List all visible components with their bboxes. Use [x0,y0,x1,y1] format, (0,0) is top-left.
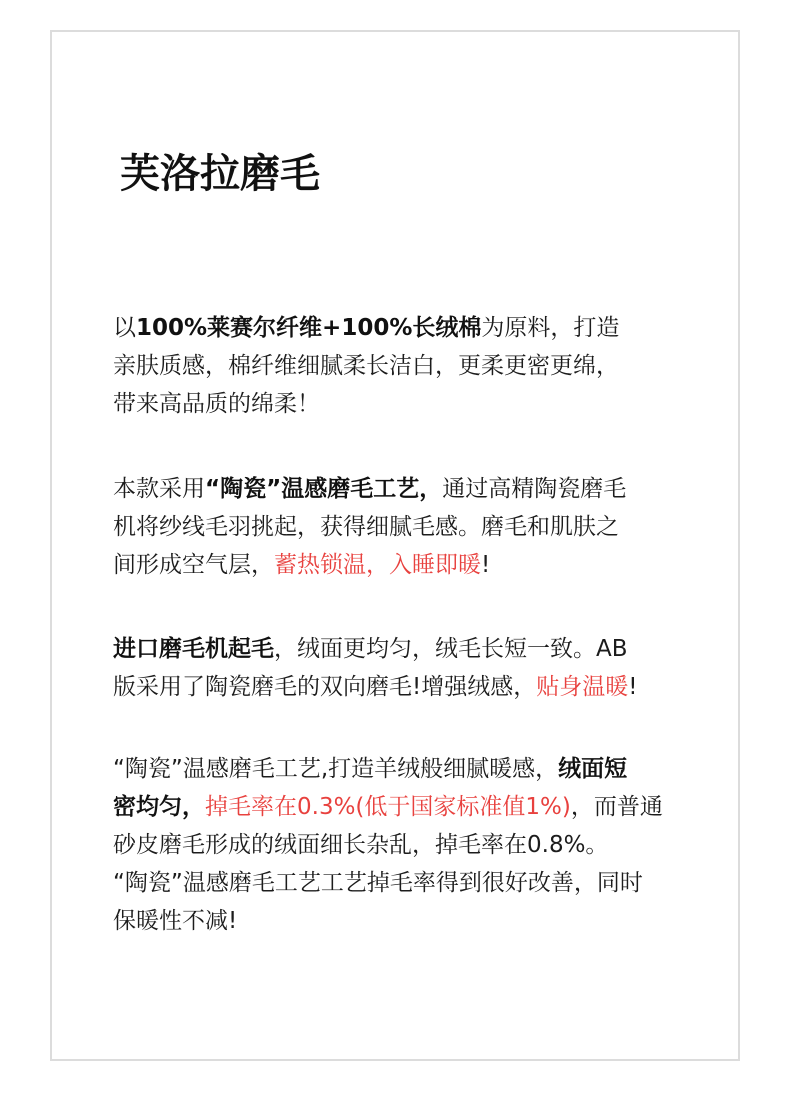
highlight-text: 掉毛率在0.3%(低于国家标准值1%) [205,794,571,820]
paragraph-line: 砂皮磨毛形成的绒面细长杂乱，掉毛率在0.8%。 [113,832,609,858]
paragraph-line: “陶瓷”温感磨毛工艺工艺掉毛率得到很好改善，同时 [113,870,643,896]
bold-text: 进口磨毛机起毛 [113,636,274,662]
paragraph-line: 间形成空气层，蓄热锁温，入睡即暖! [113,552,491,578]
paragraph-line: 机将纱线毛羽挑起，获得细腻毛感。磨毛和肌肤之 [113,514,619,540]
paragraph-line: 进口磨毛机起毛，绒面更均匀，绒毛长短一致。AB [113,636,628,662]
bold-text: 绒面短 [558,756,628,782]
highlight-text: 蓄热锁温，入睡即暖 [274,552,481,578]
paragraph-ceramic-brushing [113,470,703,584]
paragraph-line: 以100%莱赛尔纤维+100%长绒棉为原料，打造 [113,315,620,341]
paragraph-materials [113,309,703,423]
paragraph-line: 带来高品质的绵柔！ [113,391,320,417]
paragraph-imported-machine [113,630,703,706]
bold-text: “陶瓷”温感磨毛工艺， [205,476,443,502]
paragraph-line: “陶瓷”温感磨毛工艺,打造羊绒般细腻暖感，绒面短 [113,756,628,782]
bold-text: 密均匀， [113,794,205,820]
paragraph-line: 版采用了陶瓷磨毛的双向磨毛!增强绒感，贴身温暖! [113,674,638,700]
paragraph-line: 本款采用“陶瓷”温感磨毛工艺，通过高精陶瓷磨毛 [113,476,627,502]
highlight-text: 贴身温暖 [536,674,629,700]
paragraph-line: 亲肤质感，棉纤维细腻柔长洁白，更柔更密更绵， [113,353,619,379]
paragraph-line: 密均匀，掉毛率在0.3%(低于国家标准值1%)，而普通 [113,794,663,820]
bold-text: 100%莱赛尔纤维+100%长绒棉 [136,315,482,341]
page-title: 芙洛拉磨毛 [120,151,320,197]
paragraph-shedding-rate [113,750,703,940]
paragraph-line: 保暖性不减! [113,908,238,934]
